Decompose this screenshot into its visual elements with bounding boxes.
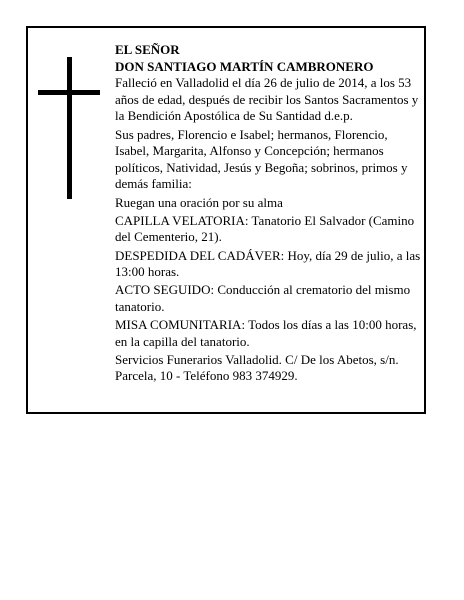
obituary-text	[115, 42, 423, 387]
funeral-services-contact: Servicios Funerarios Valladolid. C/ De los Abetos, s/n. Parcela, 10 - Teléfono 983 374929.	[115, 351, 399, 384]
farewell-time: DESPEDIDA DEL CADÁVER: Hoy, día 29 de julio, a las 13:00 horas.	[115, 247, 421, 280]
title-line: EL SEÑOR	[115, 42, 180, 57]
death-announcement: Falleció en Valladolid el día 26 de julio de 2014, a los 53 años de edad, después de recibir los Santos Sacramentos y la Bendición Apostólica de Su Santidad d.e.p.	[115, 75, 419, 124]
cross-vertical-bar	[67, 57, 72, 199]
deceased-name: DON SANTIAGO MARTÍN CAMBRONERO	[115, 58, 374, 74]
cross-horizontal-bar	[38, 90, 100, 95]
wake-location: CAPILLA VELATORIA: Tanatorio El Salvador (Camino del Cementerio, 21).	[115, 212, 415, 245]
obituary-notice	[26, 26, 426, 414]
cremation-note: ACTO SEGUIDO: Conducción al crematorio del mismo tanatorio.	[115, 282, 411, 314]
mass-schedule: MISA COMUNITARIA: Todos los días a las 10:00 horas, en la capilla del tanatorio.	[115, 317, 417, 349]
family-list: Sus padres, Florencio e Isabel; hermanos, Florencio, Isabel, Margarita, Alfonso y Concepción; hermanos políticos, Natividad, Jesús y Begoña; sobrinos, primos y demás familia:	[115, 126, 408, 192]
prayer-request: Ruegan una oración por su alma	[115, 194, 283, 210]
latin-cross-icon	[38, 57, 100, 199]
